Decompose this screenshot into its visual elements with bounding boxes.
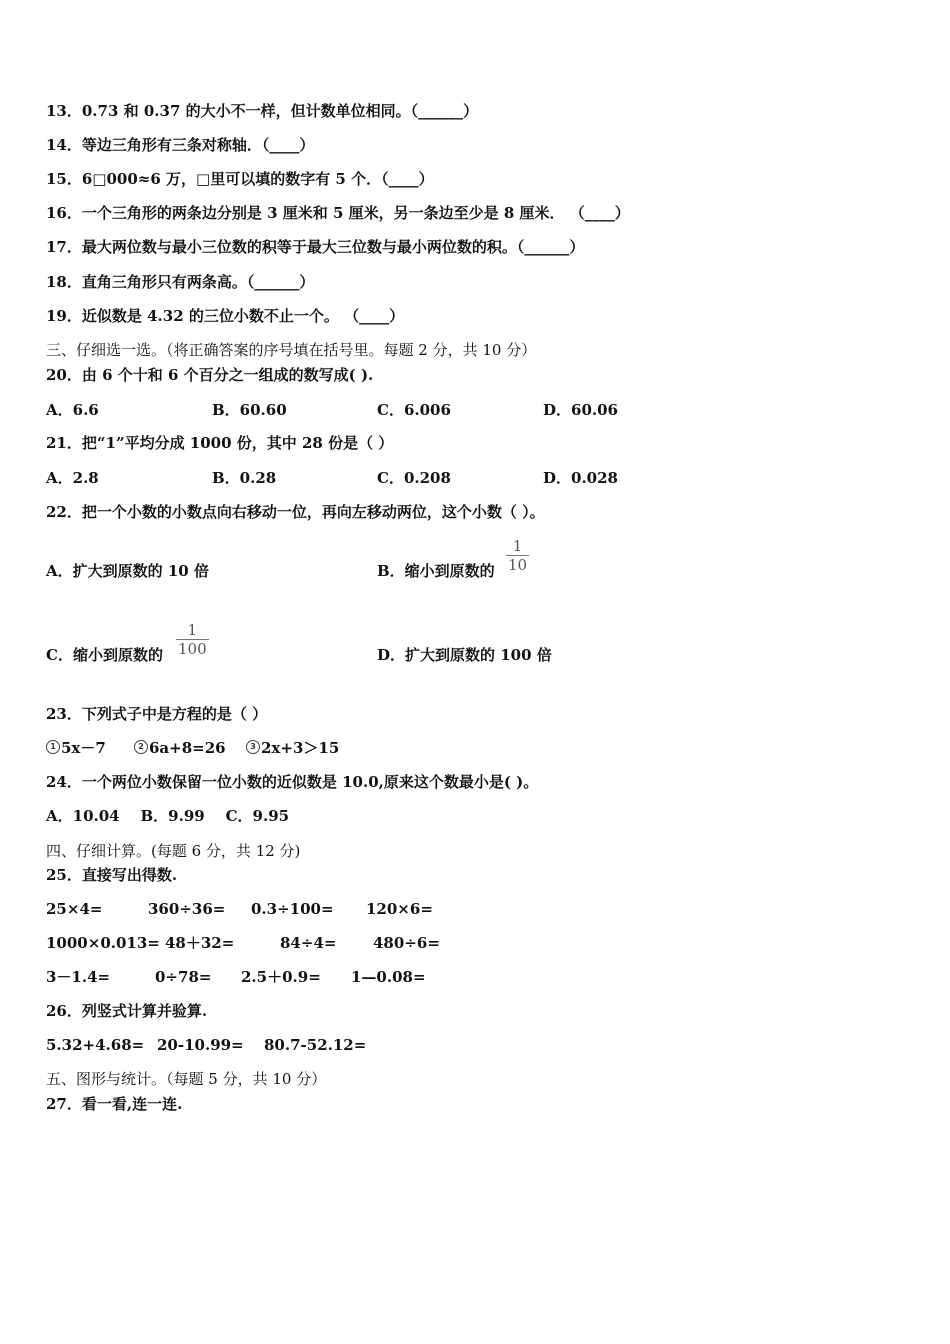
calc-item: 25×4= [46, 900, 103, 918]
calc-item: 120×6= [366, 900, 433, 918]
section-4-heading: 四、仔细计算。(每题 6 分，共 12 分) [46, 842, 301, 860]
question-27: 27．看一看,连一连. [46, 1095, 183, 1113]
q22-option-d: D．扩大到原数的 100 倍 [377, 646, 552, 664]
q23-option-1 [46, 738, 106, 758]
q23-option-3-text: 2x+3＞15 [261, 739, 340, 757]
question-25: 25．直接写出得数. [46, 866, 178, 884]
question-20: 20．由 6 个十和 6 个百分之一组成的数写成( ). [46, 366, 374, 384]
vertical-calc-item: 5.32+4.68= [46, 1036, 145, 1054]
q23-option-2 [134, 738, 226, 758]
q20-option-a: A．6.6 [46, 401, 99, 419]
q20-option-d: D．60.06 [543, 401, 618, 419]
question-21: 21．把“1”平均分成 1000 份，其中 28 份是（ ） [46, 434, 394, 452]
q21-option-d: D．0.028 [543, 469, 618, 487]
question-14: 14．等边三角形有三条对称轴．（____） [46, 136, 315, 154]
q22-option-a: A．扩大到原数的 10 倍 [46, 562, 209, 580]
question-15: 15．6□000≈6 万，□里可以填的数字有 5 个．（____） [46, 170, 434, 188]
vertical-calc-item: 80.7-52.12= [264, 1036, 367, 1054]
q21-option-c: C．0.208 [377, 469, 451, 487]
circled-number-icon: 3 [246, 740, 260, 754]
question-18: 18．直角三角形只有两条高。（______） [46, 273, 315, 291]
question-23: 23．下列式子中是方程的是（ ） [46, 705, 268, 723]
calc-item: 480÷6= [373, 934, 440, 952]
q23-option-3 [246, 738, 339, 758]
q22-option-b: B．缩小到原数的 [377, 562, 495, 580]
fraction-numerator: 1 [187, 621, 198, 639]
calc-item: 1—0.08= [351, 968, 426, 986]
q22-option-b-fraction [506, 537, 529, 574]
q22-option-c-fraction [176, 621, 209, 658]
question-17: 17．最大两位数与最小三位数的积等于最大三位数与最小两位数的积。（______） [46, 238, 585, 256]
calc-item: 3－1.4= [46, 968, 111, 986]
calc-item: 0.3÷100= [251, 900, 334, 918]
q23-option-2-text: 6a+8=26 [149, 739, 226, 757]
calc-item: 0÷78= [155, 968, 212, 986]
circled-number-icon: 2 [134, 740, 148, 754]
fraction-denominator: 10 [508, 556, 528, 574]
fraction-numerator: 1 [512, 537, 523, 555]
q20-option-c: C．6.006 [377, 401, 451, 419]
section-5-heading: 五、图形与统计。（每题 5 分，共 10 分） [46, 1070, 327, 1088]
calc-item: 1000×0.013= [46, 934, 160, 952]
calc-item: 2.5＋0.9= [241, 968, 321, 986]
question-22: 22．把一个小数的小数点向右移动一位，再向左移动两位，这个小数（ ）。 [46, 503, 545, 521]
q24-options: A．10.04 B．9.99 C．9.95 [46, 807, 290, 825]
section-3-heading: 三、仔细选一选。（将正确答案的序号填在括号里。每题 2 分，共 10 分） [46, 341, 537, 359]
vertical-calc-item: 20-10.99= [157, 1036, 244, 1054]
q23-option-1-text: 5x－7 [61, 739, 106, 757]
q21-option-a: A．2.8 [46, 469, 99, 487]
calc-item: 84÷4= [280, 934, 337, 952]
calc-item: 48＋32= [165, 934, 235, 952]
fraction-denominator: 100 [178, 640, 207, 658]
q22-option-c: C．缩小到原数的 [46, 646, 163, 664]
calc-item: 360÷36= [148, 900, 226, 918]
question-26: 26．列竖式计算并验算. [46, 1002, 208, 1020]
question-24: 24．一个两位小数保留一位小数的近似数是 10.0,原来这个数最小是( )。 [46, 773, 539, 791]
question-16: 16．一个三角形的两条边分别是 3 厘米和 5 厘米，另一条边至少是 8 厘米． （____） [46, 204, 630, 222]
q20-option-b: B．60.60 [212, 401, 287, 419]
question-19: 19．近似数是 4.32 的三位小数不止一个。 （____） [46, 307, 405, 325]
question-13: 13．0.73 和 0.37 的大小不一样，但计数单位相同。（______） [46, 102, 479, 120]
q21-option-b: B．0.28 [212, 469, 277, 487]
circled-number-icon: 1 [46, 740, 60, 754]
